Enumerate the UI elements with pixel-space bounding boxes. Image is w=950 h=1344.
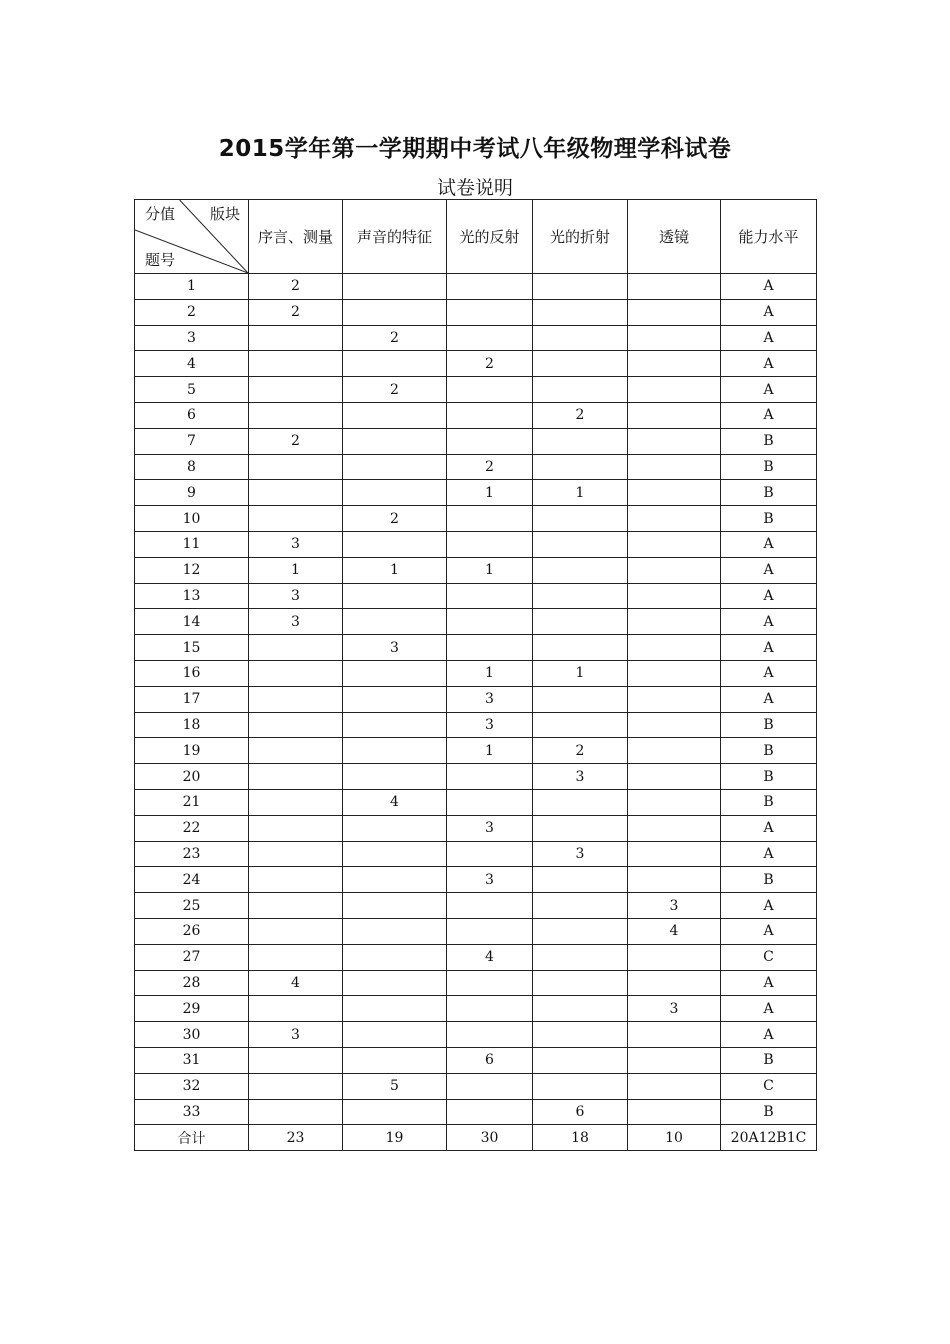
sound-cell: 1	[343, 557, 447, 583]
table-row	[135, 402, 817, 428]
table-row	[135, 454, 817, 480]
table-row	[135, 351, 817, 377]
ability-level-cell: A	[721, 635, 817, 661]
refraction-cell	[533, 686, 628, 712]
sound-cell: 2	[343, 506, 447, 532]
column-header-intro-measurement: 序言、测量	[249, 200, 343, 274]
question-number-cell: 22	[135, 815, 249, 841]
sound-cell	[343, 428, 447, 454]
question-number-cell: 30	[135, 1022, 249, 1048]
intro-measurement-cell	[249, 738, 343, 764]
intro-measurement-cell: 3	[249, 609, 343, 635]
table-row	[135, 557, 817, 583]
intro-measurement-cell	[249, 325, 343, 351]
intro-measurement-cell	[249, 686, 343, 712]
refraction-cell	[533, 1047, 628, 1073]
lens-cell	[628, 454, 721, 480]
corner-header-cell	[135, 200, 249, 274]
question-number-cell: 17	[135, 686, 249, 712]
corner-score-label: 分值	[145, 205, 176, 223]
lens-cell	[628, 1047, 721, 1073]
table-row	[135, 531, 817, 557]
ability-level-cell: B	[721, 454, 817, 480]
table-row	[135, 428, 817, 454]
question-number-cell: 26	[135, 918, 249, 944]
intro-measurement-cell: 2	[249, 274, 343, 300]
lens-cell	[628, 1099, 721, 1125]
intro-measurement-cell	[249, 635, 343, 661]
question-number-cell: 19	[135, 738, 249, 764]
intro-measurement-cell: 4	[249, 970, 343, 996]
ability-level-cell: B	[721, 738, 817, 764]
intro-measurement-cell	[249, 660, 343, 686]
question-number-cell: 24	[135, 867, 249, 893]
refraction-cell	[533, 635, 628, 661]
table-row	[135, 789, 817, 815]
sound-cell	[343, 480, 447, 506]
refraction-cell: 2	[533, 738, 628, 764]
column-header-reflection: 光的反射	[447, 200, 533, 274]
sound-cell	[343, 274, 447, 300]
intro-measurement-cell: 2	[249, 428, 343, 454]
intro-measurement-cell	[249, 1099, 343, 1125]
table-row	[135, 944, 817, 970]
lens-cell: 4	[628, 918, 721, 944]
intro-measurement-cell	[249, 918, 343, 944]
sound-cell	[343, 867, 447, 893]
reflection-cell	[447, 841, 533, 867]
intro-measurement-cell	[249, 764, 343, 790]
question-number-cell: 15	[135, 635, 249, 661]
question-number-cell: 27	[135, 944, 249, 970]
question-number-cell: 1	[135, 274, 249, 300]
sound-cell: 5	[343, 1073, 447, 1099]
question-number-cell: 25	[135, 893, 249, 919]
question-number-cell: 12	[135, 557, 249, 583]
ability-level-cell: B	[721, 1099, 817, 1125]
refraction-cell	[533, 377, 628, 403]
reflection-cell	[447, 325, 533, 351]
sound-cell	[343, 944, 447, 970]
lens-cell	[628, 1022, 721, 1048]
intro-measurement-cell: 3	[249, 1022, 343, 1048]
intro-measurement-cell	[249, 377, 343, 403]
lens-cell	[628, 764, 721, 790]
reflection-cell	[447, 996, 533, 1022]
exam-spec-table	[134, 199, 817, 1151]
question-number-cell: 18	[135, 712, 249, 738]
lens-cell	[628, 299, 721, 325]
ability-level-cell: B	[721, 764, 817, 790]
lens-cell	[628, 531, 721, 557]
total-row	[135, 1125, 817, 1151]
ability-level-cell: A	[721, 299, 817, 325]
refraction-cell	[533, 454, 628, 480]
reflection-cell	[447, 531, 533, 557]
sound-cell: 4	[343, 789, 447, 815]
ability-level-cell: B	[721, 506, 817, 532]
reflection-cell	[447, 1073, 533, 1099]
table-row	[135, 970, 817, 996]
lens-cell	[628, 506, 721, 532]
lens-cell	[628, 738, 721, 764]
intro-measurement-cell	[249, 841, 343, 867]
ability-level-cell: A	[721, 918, 817, 944]
table-row	[135, 996, 817, 1022]
intro-measurement-cell	[249, 402, 343, 428]
lens-cell	[628, 428, 721, 454]
table-row	[135, 506, 817, 532]
reflection-cell: 1	[447, 660, 533, 686]
reflection-cell: 1	[447, 557, 533, 583]
column-header-refraction: 光的折射	[533, 200, 628, 274]
question-number-cell: 31	[135, 1047, 249, 1073]
ability-level-cell: A	[721, 660, 817, 686]
sound-cell	[343, 686, 447, 712]
column-header-lens: 透镜	[628, 200, 721, 274]
sound-cell	[343, 712, 447, 738]
total-value-cell: 19	[343, 1125, 447, 1151]
refraction-cell	[533, 867, 628, 893]
ability-level-cell: A	[721, 815, 817, 841]
corner-question-number-label: 题号	[145, 251, 176, 269]
question-number-cell: 9	[135, 480, 249, 506]
lens-cell	[628, 944, 721, 970]
lens-cell: 3	[628, 996, 721, 1022]
total-value-cell: 23	[249, 1125, 343, 1151]
lens-cell	[628, 377, 721, 403]
document-subtitle: 试卷说明	[436, 177, 513, 199]
reflection-cell	[447, 609, 533, 635]
lens-cell	[628, 557, 721, 583]
ability-level-cell: A	[721, 351, 817, 377]
question-number-cell: 6	[135, 402, 249, 428]
question-number-cell: 14	[135, 609, 249, 635]
sound-cell	[343, 1099, 447, 1125]
question-number-cell: 3	[135, 325, 249, 351]
intro-measurement-cell	[249, 1047, 343, 1073]
reflection-cell: 3	[447, 686, 533, 712]
intro-measurement-cell	[249, 351, 343, 377]
sound-cell	[343, 402, 447, 428]
lens-cell	[628, 789, 721, 815]
table-row	[135, 1073, 817, 1099]
table-row	[135, 299, 817, 325]
table-row	[135, 609, 817, 635]
sound-cell: 2	[343, 377, 447, 403]
question-number-cell: 4	[135, 351, 249, 377]
refraction-cell: 1	[533, 660, 628, 686]
lens-cell	[628, 660, 721, 686]
table-row	[135, 815, 817, 841]
lens-cell	[628, 686, 721, 712]
refraction-cell	[533, 299, 628, 325]
table-body	[135, 274, 817, 1151]
reflection-cell: 3	[447, 815, 533, 841]
intro-measurement-cell	[249, 789, 343, 815]
sound-cell	[343, 660, 447, 686]
reflection-cell	[447, 1022, 533, 1048]
reflection-cell: 3	[447, 867, 533, 893]
refraction-cell	[533, 609, 628, 635]
question-number-cell: 2	[135, 299, 249, 325]
table-row	[135, 325, 817, 351]
reflection-cell	[447, 402, 533, 428]
intro-measurement-cell	[249, 996, 343, 1022]
table-row	[135, 1022, 817, 1048]
ability-level-cell: A	[721, 274, 817, 300]
ability-level-cell: B	[721, 867, 817, 893]
table-row	[135, 712, 817, 738]
ability-level-cell: A	[721, 402, 817, 428]
refraction-cell	[533, 944, 628, 970]
reflection-cell: 2	[447, 351, 533, 377]
intro-measurement-cell	[249, 867, 343, 893]
lens-cell	[628, 583, 721, 609]
ability-level-cell: A	[721, 686, 817, 712]
refraction-cell: 3	[533, 841, 628, 867]
table-row	[135, 377, 817, 403]
question-number-cell: 32	[135, 1073, 249, 1099]
table-row	[135, 893, 817, 919]
sound-cell	[343, 454, 447, 480]
ability-level-cell: C	[721, 944, 817, 970]
ability-level-cell: A	[721, 996, 817, 1022]
ability-level-cell: A	[721, 557, 817, 583]
reflection-cell	[447, 428, 533, 454]
table-row	[135, 274, 817, 300]
question-number-cell: 16	[135, 660, 249, 686]
lens-cell	[628, 480, 721, 506]
intro-measurement-cell	[249, 480, 343, 506]
table-row	[135, 583, 817, 609]
refraction-cell	[533, 325, 628, 351]
reflection-cell	[447, 299, 533, 325]
sound-cell: 3	[343, 635, 447, 661]
sound-cell	[343, 531, 447, 557]
sound-cell	[343, 738, 447, 764]
reflection-cell: 1	[447, 480, 533, 506]
lens-cell	[628, 867, 721, 893]
sound-cell: 2	[343, 325, 447, 351]
sound-cell	[343, 841, 447, 867]
refraction-cell	[533, 712, 628, 738]
reflection-cell: 6	[447, 1047, 533, 1073]
total-value-cell: 30	[447, 1125, 533, 1151]
refraction-cell: 6	[533, 1099, 628, 1125]
lens-cell	[628, 351, 721, 377]
reflection-cell	[447, 506, 533, 532]
table-header-row	[135, 200, 817, 274]
sound-cell	[343, 764, 447, 790]
ability-level-cell: B	[721, 428, 817, 454]
table-row	[135, 738, 817, 764]
reflection-cell: 4	[447, 944, 533, 970]
reflection-cell	[447, 1099, 533, 1125]
question-number-cell: 13	[135, 583, 249, 609]
ability-level-cell: A	[721, 1022, 817, 1048]
ability-level-cell: A	[721, 531, 817, 557]
total-value-cell: 18	[533, 1125, 628, 1151]
ability-level-cell: C	[721, 1073, 817, 1099]
reflection-cell	[447, 583, 533, 609]
refraction-cell	[533, 918, 628, 944]
reflection-cell	[447, 893, 533, 919]
table-row	[135, 660, 817, 686]
ability-level-cell: B	[721, 480, 817, 506]
question-number-cell: 11	[135, 531, 249, 557]
sound-cell	[343, 1047, 447, 1073]
refraction-cell	[533, 428, 628, 454]
intro-measurement-cell	[249, 893, 343, 919]
table-row	[135, 635, 817, 661]
sound-cell	[343, 893, 447, 919]
sound-cell	[343, 609, 447, 635]
sound-cell	[343, 815, 447, 841]
refraction-cell	[533, 893, 628, 919]
question-number-cell: 10	[135, 506, 249, 532]
intro-measurement-cell: 3	[249, 583, 343, 609]
sound-cell	[343, 970, 447, 996]
ability-level-cell: A	[721, 583, 817, 609]
refraction-cell: 1	[533, 480, 628, 506]
lens-cell	[628, 815, 721, 841]
reflection-cell	[447, 377, 533, 403]
reflection-cell: 1	[447, 738, 533, 764]
intro-measurement-cell: 2	[249, 299, 343, 325]
refraction-cell	[533, 557, 628, 583]
lens-cell: 3	[628, 893, 721, 919]
intro-measurement-cell: 1	[249, 557, 343, 583]
reflection-cell	[447, 635, 533, 661]
intro-measurement-cell	[249, 815, 343, 841]
refraction-cell	[533, 970, 628, 996]
column-header-sound: 声音的特征	[343, 200, 447, 274]
intro-measurement-cell: 3	[249, 531, 343, 557]
question-number-cell: 28	[135, 970, 249, 996]
intro-measurement-cell	[249, 1073, 343, 1099]
intro-measurement-cell	[249, 712, 343, 738]
table-row	[135, 480, 817, 506]
reflection-cell	[447, 789, 533, 815]
table-row	[135, 686, 817, 712]
reflection-cell	[447, 764, 533, 790]
question-number-cell: 7	[135, 428, 249, 454]
refraction-cell: 2	[533, 402, 628, 428]
refraction-cell: 3	[533, 764, 628, 790]
document-title: 2015学年第一学期期中考试八年级物理学科试卷	[218, 136, 732, 162]
ability-level-cell: A	[721, 377, 817, 403]
reflection-cell: 3	[447, 712, 533, 738]
question-number-cell: 33	[135, 1099, 249, 1125]
question-number-cell: 8	[135, 454, 249, 480]
table-row	[135, 1047, 817, 1073]
reflection-cell	[447, 274, 533, 300]
sound-cell	[343, 351, 447, 377]
question-number-cell: 21	[135, 789, 249, 815]
lens-cell	[628, 712, 721, 738]
sound-cell	[343, 918, 447, 944]
total-label-cell: 合计	[135, 1125, 249, 1151]
refraction-cell	[533, 1073, 628, 1099]
sound-cell	[343, 1022, 447, 1048]
question-number-cell: 20	[135, 764, 249, 790]
refraction-cell	[533, 789, 628, 815]
total-value-cell: 20A12B1C	[721, 1125, 817, 1151]
refraction-cell	[533, 996, 628, 1022]
total-value-cell: 10	[628, 1125, 721, 1151]
intro-measurement-cell	[249, 944, 343, 970]
ability-level-cell: A	[721, 970, 817, 996]
ability-level-cell: A	[721, 893, 817, 919]
intro-measurement-cell	[249, 506, 343, 532]
sound-cell	[343, 299, 447, 325]
lens-cell	[628, 635, 721, 661]
ability-level-cell: A	[721, 325, 817, 351]
ability-level-cell: A	[721, 609, 817, 635]
sound-cell	[343, 996, 447, 1022]
ability-level-cell: B	[721, 712, 817, 738]
table-row	[135, 841, 817, 867]
intro-measurement-cell	[249, 454, 343, 480]
lens-cell	[628, 325, 721, 351]
reflection-cell: 2	[447, 454, 533, 480]
lens-cell	[628, 1073, 721, 1099]
refraction-cell	[533, 274, 628, 300]
question-number-cell: 23	[135, 841, 249, 867]
table-row	[135, 867, 817, 893]
table-row	[135, 1099, 817, 1125]
corner-block-label: 版块	[209, 205, 240, 223]
refraction-cell	[533, 531, 628, 557]
refraction-cell	[533, 1022, 628, 1048]
reflection-cell	[447, 970, 533, 996]
refraction-cell	[533, 351, 628, 377]
table-row	[135, 764, 817, 790]
refraction-cell	[533, 815, 628, 841]
question-number-cell: 29	[135, 996, 249, 1022]
ability-level-cell: B	[721, 1047, 817, 1073]
lens-cell	[628, 970, 721, 996]
refraction-cell	[533, 506, 628, 532]
lens-cell	[628, 841, 721, 867]
lens-cell	[628, 274, 721, 300]
column-header-ability-level: 能力水平	[721, 200, 817, 274]
question-number-cell: 5	[135, 377, 249, 403]
table-row	[135, 918, 817, 944]
refraction-cell	[533, 583, 628, 609]
ability-level-cell: B	[721, 789, 817, 815]
reflection-cell	[447, 918, 533, 944]
sound-cell	[343, 583, 447, 609]
lens-cell	[628, 402, 721, 428]
lens-cell	[628, 609, 721, 635]
ability-level-cell: A	[721, 841, 817, 867]
